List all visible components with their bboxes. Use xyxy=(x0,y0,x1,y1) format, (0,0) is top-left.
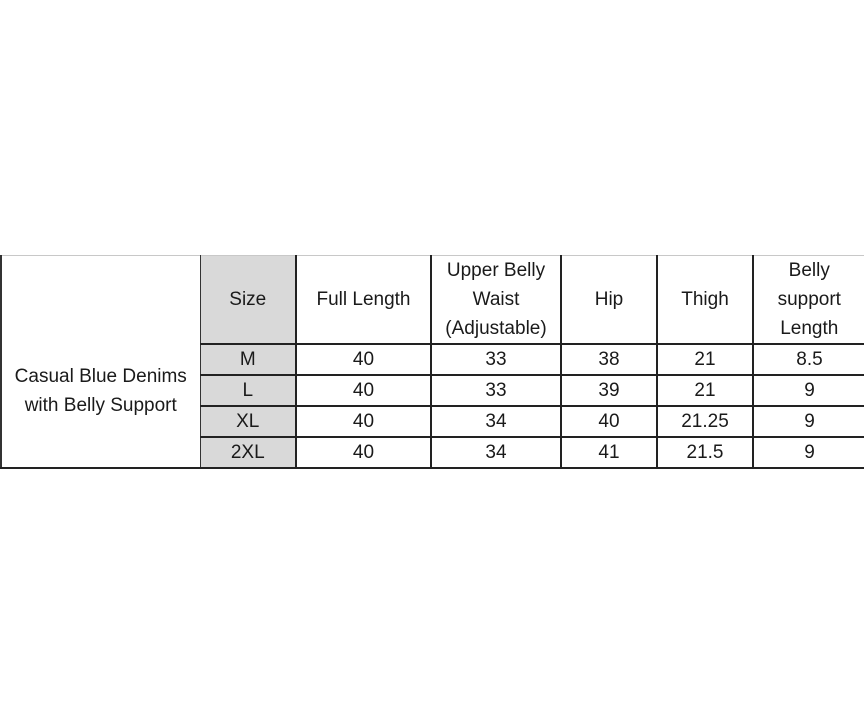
header-size xyxy=(200,256,296,345)
size-cell: L xyxy=(200,375,296,406)
thigh-cell: 21.5 xyxy=(657,437,753,468)
upper-belly-waist-cell: 33 xyxy=(431,375,561,406)
full-length-cell: 40 xyxy=(296,437,431,468)
thigh-cell: 21.25 xyxy=(657,406,753,437)
hip-cell: 40 xyxy=(561,406,657,437)
header-belly-support-length-line-1: Belly xyxy=(788,260,830,281)
full-length-cell: 40 xyxy=(296,406,431,437)
full-length-cell: 40 xyxy=(296,344,431,375)
hip-cell: 39 xyxy=(561,375,657,406)
hip-cell: 38 xyxy=(561,344,657,375)
size-cell: M xyxy=(200,344,296,375)
header-hip xyxy=(561,256,657,345)
header-thigh-label: Thigh xyxy=(681,289,729,310)
full-length-cell: 40 xyxy=(296,375,431,406)
header-upper-belly-waist-line-3: (Adjustable) xyxy=(445,318,547,339)
header-row xyxy=(1,256,864,345)
product-name: Casual Blue Denims with Belly Support xyxy=(14,365,187,416)
belly-support-length-cell: 8.5 xyxy=(753,344,864,375)
header-upper-belly-waist-line-1: Upper Belly xyxy=(446,260,546,281)
header-size-label: Size xyxy=(229,289,267,310)
belly-support-length-cell: 9 xyxy=(753,375,864,406)
upper-belly-waist-cell: 34 xyxy=(431,406,561,437)
hip-cell: 41 xyxy=(561,437,657,468)
size-cell: 2XL xyxy=(200,437,296,468)
header-upper-belly-waist xyxy=(431,256,561,345)
thigh-cell: 21 xyxy=(657,344,753,375)
header-hip-label: Hip xyxy=(594,289,624,310)
upper-belly-waist-cell: 33 xyxy=(431,344,561,375)
belly-support-length-cell: 9 xyxy=(753,406,864,437)
thigh-cell: 21 xyxy=(657,375,753,406)
header-thigh xyxy=(657,256,753,345)
upper-belly-waist-cell: 34 xyxy=(431,437,561,468)
product-name-cell xyxy=(1,256,200,469)
header-full-length-label: Full Length xyxy=(316,289,411,310)
header-belly-support-length xyxy=(753,256,864,345)
header-belly-support-length-line-3: Length xyxy=(780,318,839,339)
header-belly-support-length-line-2: support xyxy=(777,289,841,310)
header-upper-belly-waist-line-2: Waist xyxy=(472,289,520,310)
size-chart-table xyxy=(0,255,864,469)
size-chart xyxy=(0,255,864,463)
header-full-length xyxy=(296,256,431,345)
belly-support-length-cell: 9 xyxy=(753,437,864,468)
size-cell: XL xyxy=(200,406,296,437)
